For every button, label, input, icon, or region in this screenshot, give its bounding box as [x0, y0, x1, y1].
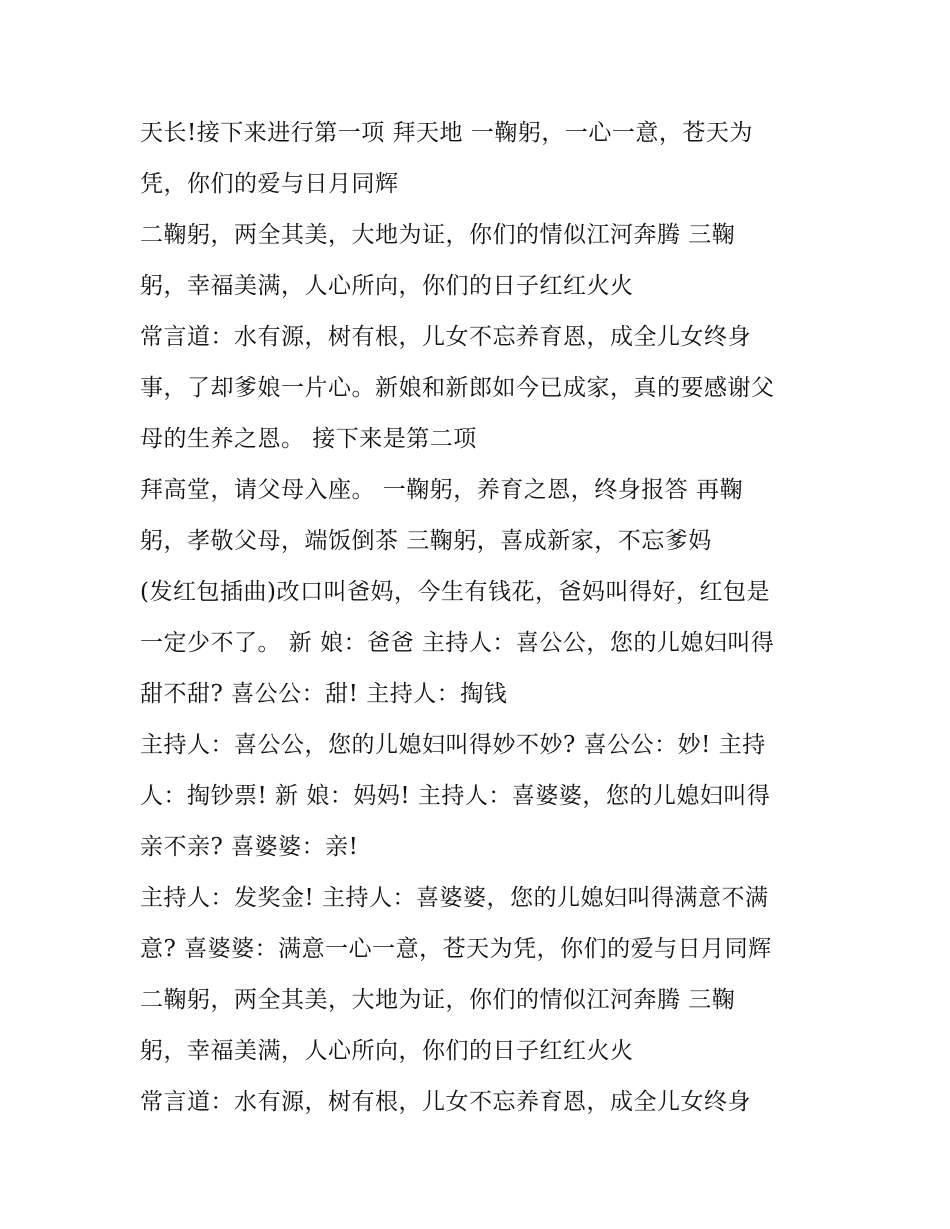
text-line: 躬，幸福美满，人心所向，你们的日子红红火火 — [140, 1038, 634, 1064]
text-line: 一定少不了。 新 娘：爸爸 主持人：喜公公，您的儿媳妇叫得 — [140, 630, 775, 656]
text-line: 事，了却爹娘一片心。新娘和新郎如今已成家，真的要感谢父 — [140, 375, 775, 401]
document-body — [140, 108, 830, 1128]
text-line: 意? 喜婆婆：满意一心一意，苍天为凭，你们的爱与日月同辉 — [140, 936, 772, 962]
text-line: (发红包插曲)改口叫爸妈，今生有钱花，爸妈叫得好，红包是 — [140, 579, 770, 605]
text-line: 躬，孝敬父母，端饭倒茶 三鞠躬，喜成新家，不忘爹妈 — [140, 528, 712, 554]
text-line: 主持人：发奖金! 主持人：喜婆婆，您的儿媳妇叫得满意不满 — [140, 885, 769, 911]
text-line: 二鞠躬，两全其美，大地为证，你们的情似江河奔腾 三鞠 — [140, 222, 736, 248]
text-line: 躬，幸福美满，人心所向，你们的日子红红火火 — [140, 273, 634, 299]
text-line: 常言道：水有源，树有根，儿女不忘养育恩，成全儿女终身 — [140, 1089, 751, 1115]
text-line: 母的生养之恩。 接下来是第二项 — [140, 426, 477, 452]
text-line: 主持人：喜公公，您的儿媳妇叫得妙不妙? 喜公公：妙! 主持 — [140, 732, 766, 758]
text-line: 天长!接下来进行第一项 拜天地 一鞠躬，一心一意，苍天为 — [140, 120, 753, 146]
text-line: 凭，你们的爱与日月同辉 — [140, 171, 399, 197]
text-line: 常言道：水有源，树有根，儿女不忘养育恩，成全儿女终身 — [140, 324, 751, 350]
text-line: 二鞠躬，两全其美，大地为证，你们的情似江河奔腾 三鞠 — [140, 987, 736, 1013]
text-line: 拜高堂，请父母入座。 一鞠躬，养育之恩，终身报答 再鞠 — [140, 477, 744, 503]
text-line: 人：掏钞票! 新 娘：妈妈! 主持人：喜婆婆，您的儿媳妇叫得 — [140, 783, 771, 809]
text-line: 亲不亲? 喜婆婆：亲! — [140, 834, 359, 860]
text-line: 甜不甜? 喜公公：甜! 主持人：掏钱 — [140, 681, 508, 707]
